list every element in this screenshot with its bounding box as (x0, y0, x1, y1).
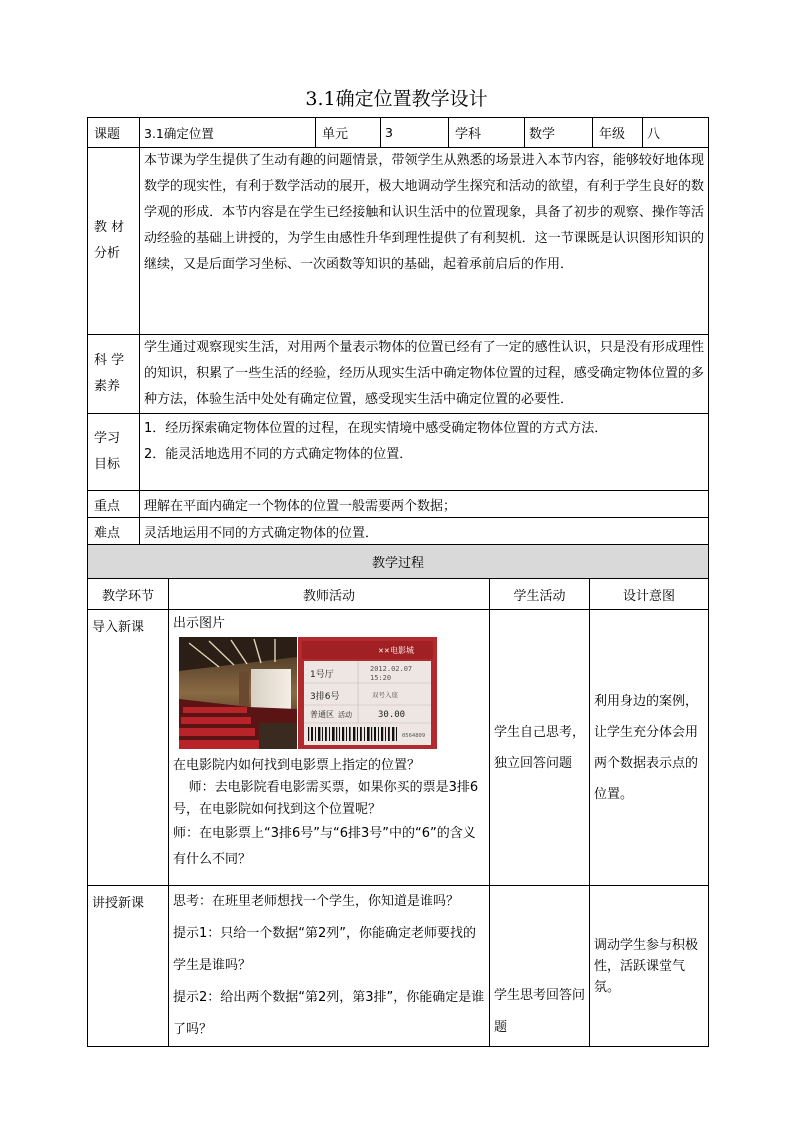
topic-value: 3.1确定位置 (140, 118, 316, 148)
subject-value: 数学 (525, 118, 593, 148)
teacher-line: 在电影院内如何找到电影票上指定的位置？ (173, 758, 421, 773)
process-header: 教学过程 (88, 545, 709, 579)
cinema-images (179, 637, 439, 751)
stage-cell: 讲授新课 (88, 886, 169, 1047)
literacy-text: 学生通过观察现实生活，对用两个量表示物体的位置已经有了一定的感性认识，只是没有形成理性的知识，积累了一些生活的经验，经历从现实生活中确定物体位置的过程，感受确定物体位置的多种方法，体验生活中处处有确定位置，感受现实生活中确定位置的必要性． (140, 335, 709, 414)
ticket-seat: 3排6号 (310, 692, 340, 702)
column-header: 教师活动 (169, 579, 490, 610)
ticket-hall: 1号厅 (310, 670, 334, 680)
table-row (88, 886, 709, 1047)
teacher-line: 师：在电影票上“3排6号”与“6排3号”中的“6”的含义有什么不同？ (173, 826, 476, 867)
cinema-hall-photo (179, 637, 297, 749)
movie-ticket-image (298, 637, 437, 749)
goal-item: 2．能灵活地选用不同的方式确定物体的位置． (144, 447, 413, 462)
table-row (88, 610, 709, 886)
design-intent-cell: 调动学生参与积极性，活跃课堂气氛。 (590, 886, 709, 1047)
grade-value: 八 (643, 118, 709, 148)
goals-label: 学习 目标 (88, 414, 140, 491)
ticket-type: 双号入座 (372, 691, 398, 699)
design-intent-cell: 利用身边的案例，让学生充分体会用两个数据表示点的位置。 (590, 610, 709, 886)
key-point-text: 理解在平面内确定一个物体的位置一般需要两个数据； (140, 491, 709, 518)
student-activity-cell: 学生思考回答问题 (490, 886, 590, 1047)
teacher-line: 提示2：给出两个数据“第2列，第3排”，你能确定是谁了吗？ (173, 990, 485, 1037)
column-header: 设计意图 (590, 579, 709, 610)
difficulty-label: 难点 (88, 518, 140, 545)
ticket-serial: 0564809 (402, 733, 426, 739)
ticket-event: 活动 (338, 711, 352, 719)
goals-list (140, 414, 709, 491)
teacher-line: 提示1：只给一个数据“第2列”，你能确定老师要找的学生是谁吗？ (173, 926, 477, 973)
teacher-activity-cell (169, 886, 490, 1047)
student-activity-cell: 学生自己思考，独立回答问题 (490, 610, 590, 886)
ticket-date: 2012.02.07 (370, 665, 413, 673)
analysis-label: 教 材 分析 (88, 148, 140, 335)
ticket-brand: 电影城 (390, 646, 414, 655)
ticket-logo-icon: ✕✕ (378, 647, 390, 655)
ticket-time: 15:20 (370, 674, 392, 682)
analysis-text: 本节课为学生提供了生动有趣的问题情景，带领学生从熟悉的场景进入本节内容，能够较好地体现数学的现实性，有利于数学活动的展开，极大地调动学生探究和活动的欲望，有利于学生良好的数学观的形成．本节内容是在学生已经接触和认识生活中的位置现象，具备了初步的观察、操作等活动经验的基础上讲授的，为学生由感性升华到理性提供了有利契机．这一节课既是认识图形知识的继续，又是后面学习坐标、一次函数等知识的基础，起着承前启后的作用． (140, 148, 709, 335)
teacher-line: 师：去电影院看电影需买票，如果你买的票是3排6号，在电影院如何找到这个位置呢？ (173, 780, 479, 817)
grade-label: 年级 (593, 118, 643, 148)
unit-label: 单元 (316, 118, 381, 148)
document-title: 3.1确定位置教学设计 (305, 88, 488, 110)
key-point-label: 重点 (88, 491, 140, 518)
ticket-price: 30.00 (378, 710, 406, 720)
unit-value: 3 (381, 118, 449, 148)
literacy-label: 科 学 素养 (88, 335, 140, 414)
subject-label: 学科 (449, 118, 525, 148)
column-header: 学生活动 (490, 579, 590, 610)
topic-label: 课题 (88, 118, 140, 148)
teacher-line: 思考：在班里老师想找一个学生，你知道是谁吗？ (173, 894, 460, 909)
teaching-process-table (87, 544, 709, 1047)
stage-cell: 导入新课 (88, 610, 169, 886)
goal-item: 1．经历探索确定物体位置的过程，在现实情境中感受确定物体位置的方式方法． (144, 421, 608, 436)
lesson-info-table (87, 117, 709, 545)
teacher-intro: 出示图片 (173, 616, 226, 631)
teacher-activity-cell (169, 610, 490, 886)
difficulty-text: 灵活地运用不同的方式确定物体的位置． (140, 518, 709, 545)
ticket-zone: 普通区 (310, 710, 334, 719)
column-header: 教学环节 (88, 579, 169, 610)
